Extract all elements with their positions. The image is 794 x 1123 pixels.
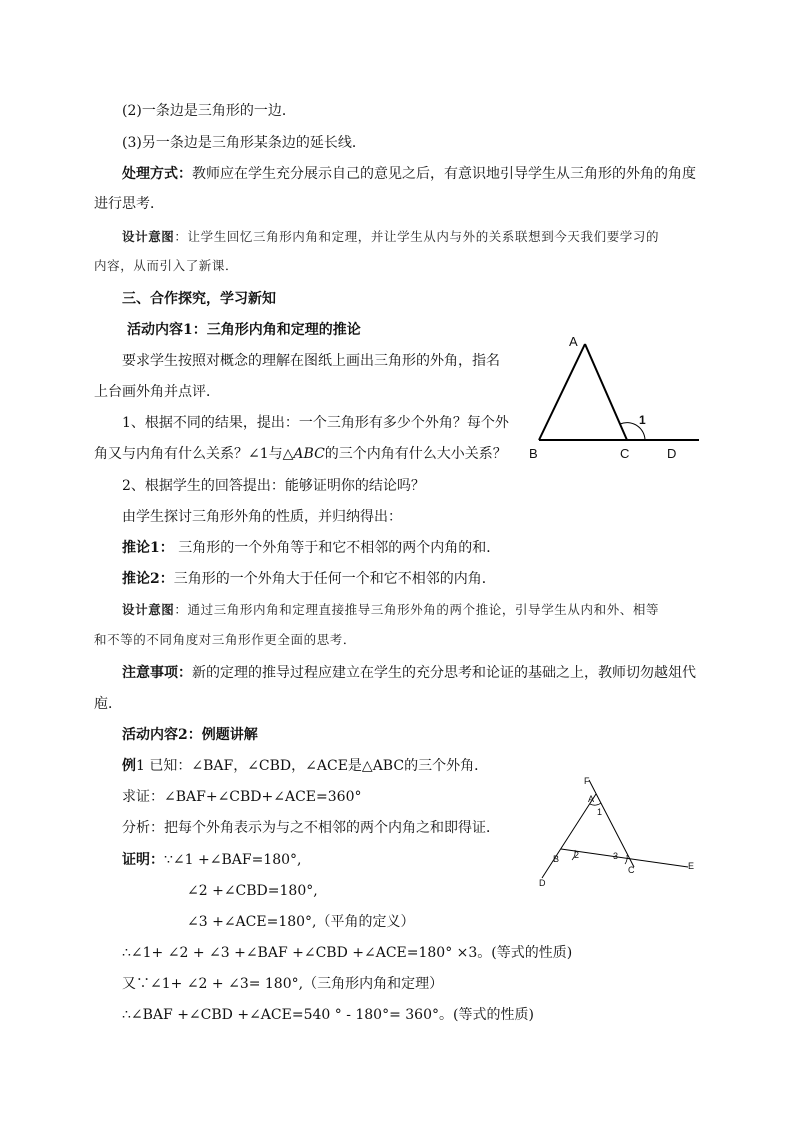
text-line [122,538,500,558]
text-line [122,164,696,184]
label-d: D [539,878,546,888]
label-d: D [667,446,677,461]
section-heading: 三、合作探究，学习新知 [122,291,276,307]
text-line: 求证：∠BAF+∠CBD+∠ACE=360° [122,789,362,805]
text-line: 分析：把每个外角表示为与之不相邻的两个内角之和即得证． [122,820,500,836]
label-c: C [628,865,635,875]
text-line [122,663,696,683]
label-c: C [620,446,630,461]
text-line [94,444,507,464]
label-angle-1: 1 [597,807,603,817]
text: 1 已知：∠BAF，∠CBD，∠ACE是△ABC的三个外角． [136,758,489,774]
text-line: 2、根据学生的回答提出：能够证明你的结论吗？ [122,478,425,494]
side-ab [539,344,585,440]
label-b: B [529,446,538,461]
text: 三角形的一个外角大于任何一个和它不相邻的内角． [173,571,496,587]
text-line [122,600,659,620]
label-b: B [553,854,560,864]
label-a: A [569,334,578,349]
side-ac [585,344,627,440]
label-corollary-1: 推论1： [122,540,174,556]
label-design-intent: 设计意图 [122,229,175,244]
text-line: ∠2 +∠CBD=180°, [187,883,318,899]
text-line: 1、根据不同的结果，提出：一个三角形有多少个外角？每个外 [122,415,509,431]
text-line [122,569,496,589]
text: ABC [293,446,325,462]
text-line: ∠3 +∠ACE=180°,（平角的定义） [187,914,415,930]
label-f: F [584,776,590,786]
label-angle-3: 3 [613,851,619,861]
label-e: E [688,861,695,871]
label-corollary-2: 推论2： [122,571,174,587]
line-ad [542,794,596,878]
label-a: A [588,794,595,804]
line-be [561,849,688,867]
text: ∵∠1 +∠BAF=180°, [164,852,302,868]
text-line [122,227,659,247]
text-line [122,756,488,776]
label-notes: 注意事项： [122,665,192,681]
text-line: ∴∠BAF +∠CBD +∠ACE=540 ° - 180°= 360°。(等式的性质) [122,1007,534,1023]
text: 教师应在学生充分展示自己的意见之后，有意识地引导学生从三角形的外角的角度 [192,166,696,182]
text: ：通过三角形内角和定理直接推导三角形外角的两个推论，引导学生从内和外、相等 [174,602,660,617]
text: 三角形的一个外角等于和它不相邻的两个内角的和． [178,540,501,556]
text-line: ∴∠1+ ∠2 + ∠3 +∠BAF +∠CBD +∠ACE=180° ×3。(等式的性质) [122,945,573,961]
three-exterior-angles-figure [530,770,705,890]
text-line: 进行思考． [94,196,164,212]
label-angle-1: 1 [639,413,646,427]
text-line: 要求学生按照对概念的理解在图纸上画出三角形的外角，指名 [122,353,500,369]
text-line: 和不等的不同角度对三角形作更全面的思考． [94,632,357,647]
label-handling: 处理方式： [122,166,192,182]
label-design-intent: 设计意图 [122,602,175,617]
text: ：让学生回忆三角形内角和定理，并让学生从内与外的关系联想到今天我们要学习的 [174,229,660,244]
text-line [122,850,301,870]
activity-heading: 活动内容1：三角形内角和定理的推论 [127,322,361,338]
text-line: 上台画外角并点评． [94,384,220,400]
text-line: 庖． [94,696,122,712]
label-example: 例 [122,758,136,774]
text: 新的定理的推导过程应建立在学生的充分思考和论证的基础之上，教师切勿越俎代 [192,665,696,681]
text-line: (2)一条边是三角形的一边． [122,103,296,119]
text: 的三个内角有什么大小关系？ [324,446,507,462]
text-line: 内容，从而引入了新课． [94,258,239,273]
activity-heading: 活动内容2：例题讲解 [122,727,258,743]
label-proof: 证明： [122,852,164,868]
text-line: 又∵∠1+ ∠2 + ∠3= 180°,（三角形内角和定理） [122,976,444,992]
triangle-exterior-angle-figure [525,330,705,465]
text-line: 由学生探讨三角形外角的性质，并归纳得出： [122,509,402,525]
angle-3-arc [625,855,627,864]
text: 角又与内角有什么关系？∠1与△ [94,446,294,462]
text-line: (3)另一条边是三角形某条边的延长线． [122,135,366,151]
label-angle-2: 2 [574,850,580,860]
